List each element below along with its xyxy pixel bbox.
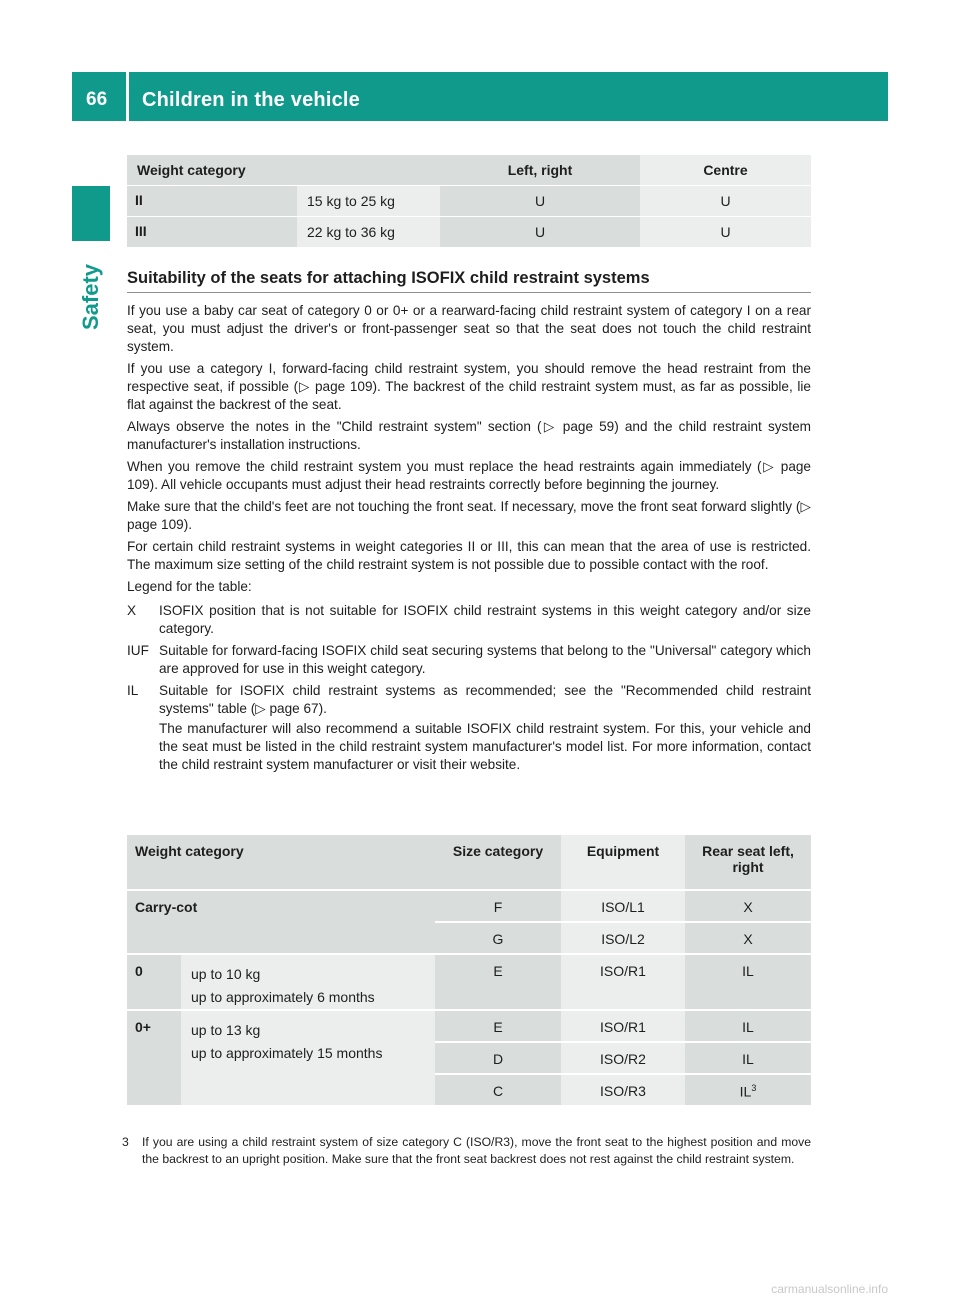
paragraph: For certain child restraint systems in weight categories II or III, this can mean that the area of use is restricted. The maximum size setting of the child restraint system is not possible due to possible contact with the roof. bbox=[127, 539, 811, 572]
legend-extra: The manufacturer will also recommend a suitable ISOFIX child restraint system. For this, your vehicle and the seat must be listed in the child restraint system manufacturer's model list. For more information, contact the child restraint system manufacturer or visit their website. bbox=[159, 721, 811, 772]
weight-category-table bbox=[127, 155, 811, 248]
rear-seat-value: IL bbox=[739, 1083, 752, 1100]
legend-list bbox=[127, 602, 811, 776]
column-header: Equipment bbox=[561, 835, 685, 891]
table-row bbox=[127, 891, 811, 923]
paragraph: Always observe the notes in the "Child restraint system" section (▷ page 59) and the child restraint system manufacturer's installation instructions. bbox=[127, 419, 811, 452]
table-row bbox=[127, 186, 811, 217]
rear-seat-cell: IL bbox=[685, 1043, 811, 1075]
mass-cell bbox=[181, 955, 435, 1011]
column-header: Size category bbox=[435, 835, 561, 891]
category-cell: 0 bbox=[127, 955, 181, 1011]
section-body bbox=[127, 302, 811, 778]
legend-key: IUF bbox=[127, 643, 149, 658]
side-tab-label: Safety bbox=[78, 263, 104, 331]
size-cell: C bbox=[435, 1075, 561, 1107]
size-cell: F bbox=[435, 891, 561, 923]
value-cell: U bbox=[640, 186, 811, 217]
table-header-row bbox=[127, 155, 811, 186]
category-cell: II bbox=[127, 186, 297, 217]
column-header: Weight category bbox=[127, 835, 435, 891]
legend-text: Suitable for forward-facing ISOFIX child seat securing systems that belong to the "Universal" category which are approved for use in this weight category. bbox=[159, 643, 811, 676]
header-divider bbox=[126, 72, 129, 121]
mass-age: up to approximately 15 months bbox=[191, 1045, 383, 1061]
size-cell: E bbox=[435, 1011, 561, 1043]
mass-age: up to approximately 6 months bbox=[191, 989, 375, 1005]
isofix-table bbox=[127, 835, 811, 1107]
mass-weight: up to 10 kg bbox=[191, 966, 261, 982]
size-cell: E bbox=[435, 955, 561, 1011]
equipment-cell: ISO/R1 bbox=[561, 955, 685, 1011]
value-cell: U bbox=[440, 217, 640, 248]
section-divider bbox=[127, 292, 811, 293]
side-tab-block bbox=[72, 186, 110, 241]
table-row bbox=[127, 955, 811, 1011]
section-title: Suitability of the seats for attaching ISOFIX child restraint systems bbox=[127, 269, 650, 287]
paragraph: Legend for the table: bbox=[127, 579, 252, 594]
legend-item bbox=[127, 682, 811, 776]
paragraph: Make sure that the child's feet are not touching the front seat. If necessary, move the front seat forward slightly (▷ page 109). bbox=[127, 499, 811, 532]
column-header: Rear seat left, right bbox=[685, 835, 811, 891]
legend-text: Suitable for ISOFIX child restraint systems as recommended; see the "Recommended child restraint systems" table (▷ page 67). bbox=[159, 683, 811, 716]
chapter-title: Children in the vehicle bbox=[142, 89, 360, 111]
legend-item bbox=[127, 602, 811, 640]
rear-seat-cell: X bbox=[685, 923, 811, 955]
legend-item bbox=[127, 642, 811, 680]
legend-text: ISOFIX position that is not suitable for ISOFIX child restraint systems in this weight category and/or size category. bbox=[159, 603, 811, 636]
category-cell: III bbox=[127, 217, 297, 248]
equipment-cell: ISO/L1 bbox=[561, 891, 685, 923]
side-tab bbox=[72, 257, 110, 337]
page-header bbox=[72, 72, 888, 121]
mass-cell: 22 kg to 36 kg bbox=[297, 217, 440, 248]
category-cell: Carry-cot bbox=[127, 891, 435, 955]
category-cell: 0+ bbox=[127, 1011, 181, 1107]
paragraph: If you use a baby car seat of category 0 or 0+ or a rearward-facing child restraint system of category I on a rear seat, you must adjust the driver's or front-passenger seat so that the seat does not touch the child restraint system. bbox=[127, 303, 811, 354]
table-row bbox=[127, 217, 811, 248]
footnote-number: 3 bbox=[122, 1135, 129, 1149]
mass-cell bbox=[181, 1011, 435, 1107]
watermark: carmanualsonline.info bbox=[771, 1282, 888, 1296]
footnote-ref: 3 bbox=[751, 1083, 757, 1093]
equipment-cell: ISO/R3 bbox=[561, 1075, 685, 1107]
legend-key: IL bbox=[127, 683, 139, 698]
mass-weight: up to 13 kg bbox=[191, 1022, 261, 1038]
rear-seat-cell: IL bbox=[685, 1011, 811, 1043]
value-cell: U bbox=[640, 217, 811, 248]
column-header: Left, right bbox=[440, 155, 640, 186]
rear-seat-cell bbox=[685, 1075, 811, 1107]
rear-seat-cell: IL bbox=[685, 955, 811, 1011]
value-cell: U bbox=[440, 186, 640, 217]
equipment-cell: ISO/L2 bbox=[561, 923, 685, 955]
legend-key: X bbox=[127, 603, 137, 618]
equipment-cell: ISO/R2 bbox=[561, 1043, 685, 1075]
column-header: Centre bbox=[640, 155, 811, 186]
footnote-text: If you are using a child restraint system of size category C (ISO/R3), move the front seat to the highest position and move the backrest to an upright position. Make sure that the front seat backrest does not rest against the child restraint system. bbox=[142, 1135, 811, 1166]
paragraph: When you remove the child restraint system you must replace the head restraints again immediately (▷ page 109). All vehicle occupants must adjust their head restraints correctly before beginning the journey. bbox=[127, 459, 811, 492]
mass-cell: 15 kg to 25 kg bbox=[297, 186, 440, 217]
footnote bbox=[122, 1134, 811, 1168]
column-header: Weight category bbox=[127, 155, 440, 186]
equipment-cell: ISO/R1 bbox=[561, 1011, 685, 1043]
size-cell: D bbox=[435, 1043, 561, 1075]
table-header-row bbox=[127, 835, 811, 891]
table-row bbox=[127, 1011, 811, 1043]
paragraph: If you use a category I, forward-facing child restraint system, you should remove the head restraint from the respective seat, if possible (▷ page 109). The backrest of the child restraint system must, as far as possible, lie flat against the backrest of the seat. bbox=[127, 361, 811, 412]
size-cell: G bbox=[435, 923, 561, 955]
page-number: 66 bbox=[86, 89, 108, 110]
rear-seat-cell: X bbox=[685, 891, 811, 923]
